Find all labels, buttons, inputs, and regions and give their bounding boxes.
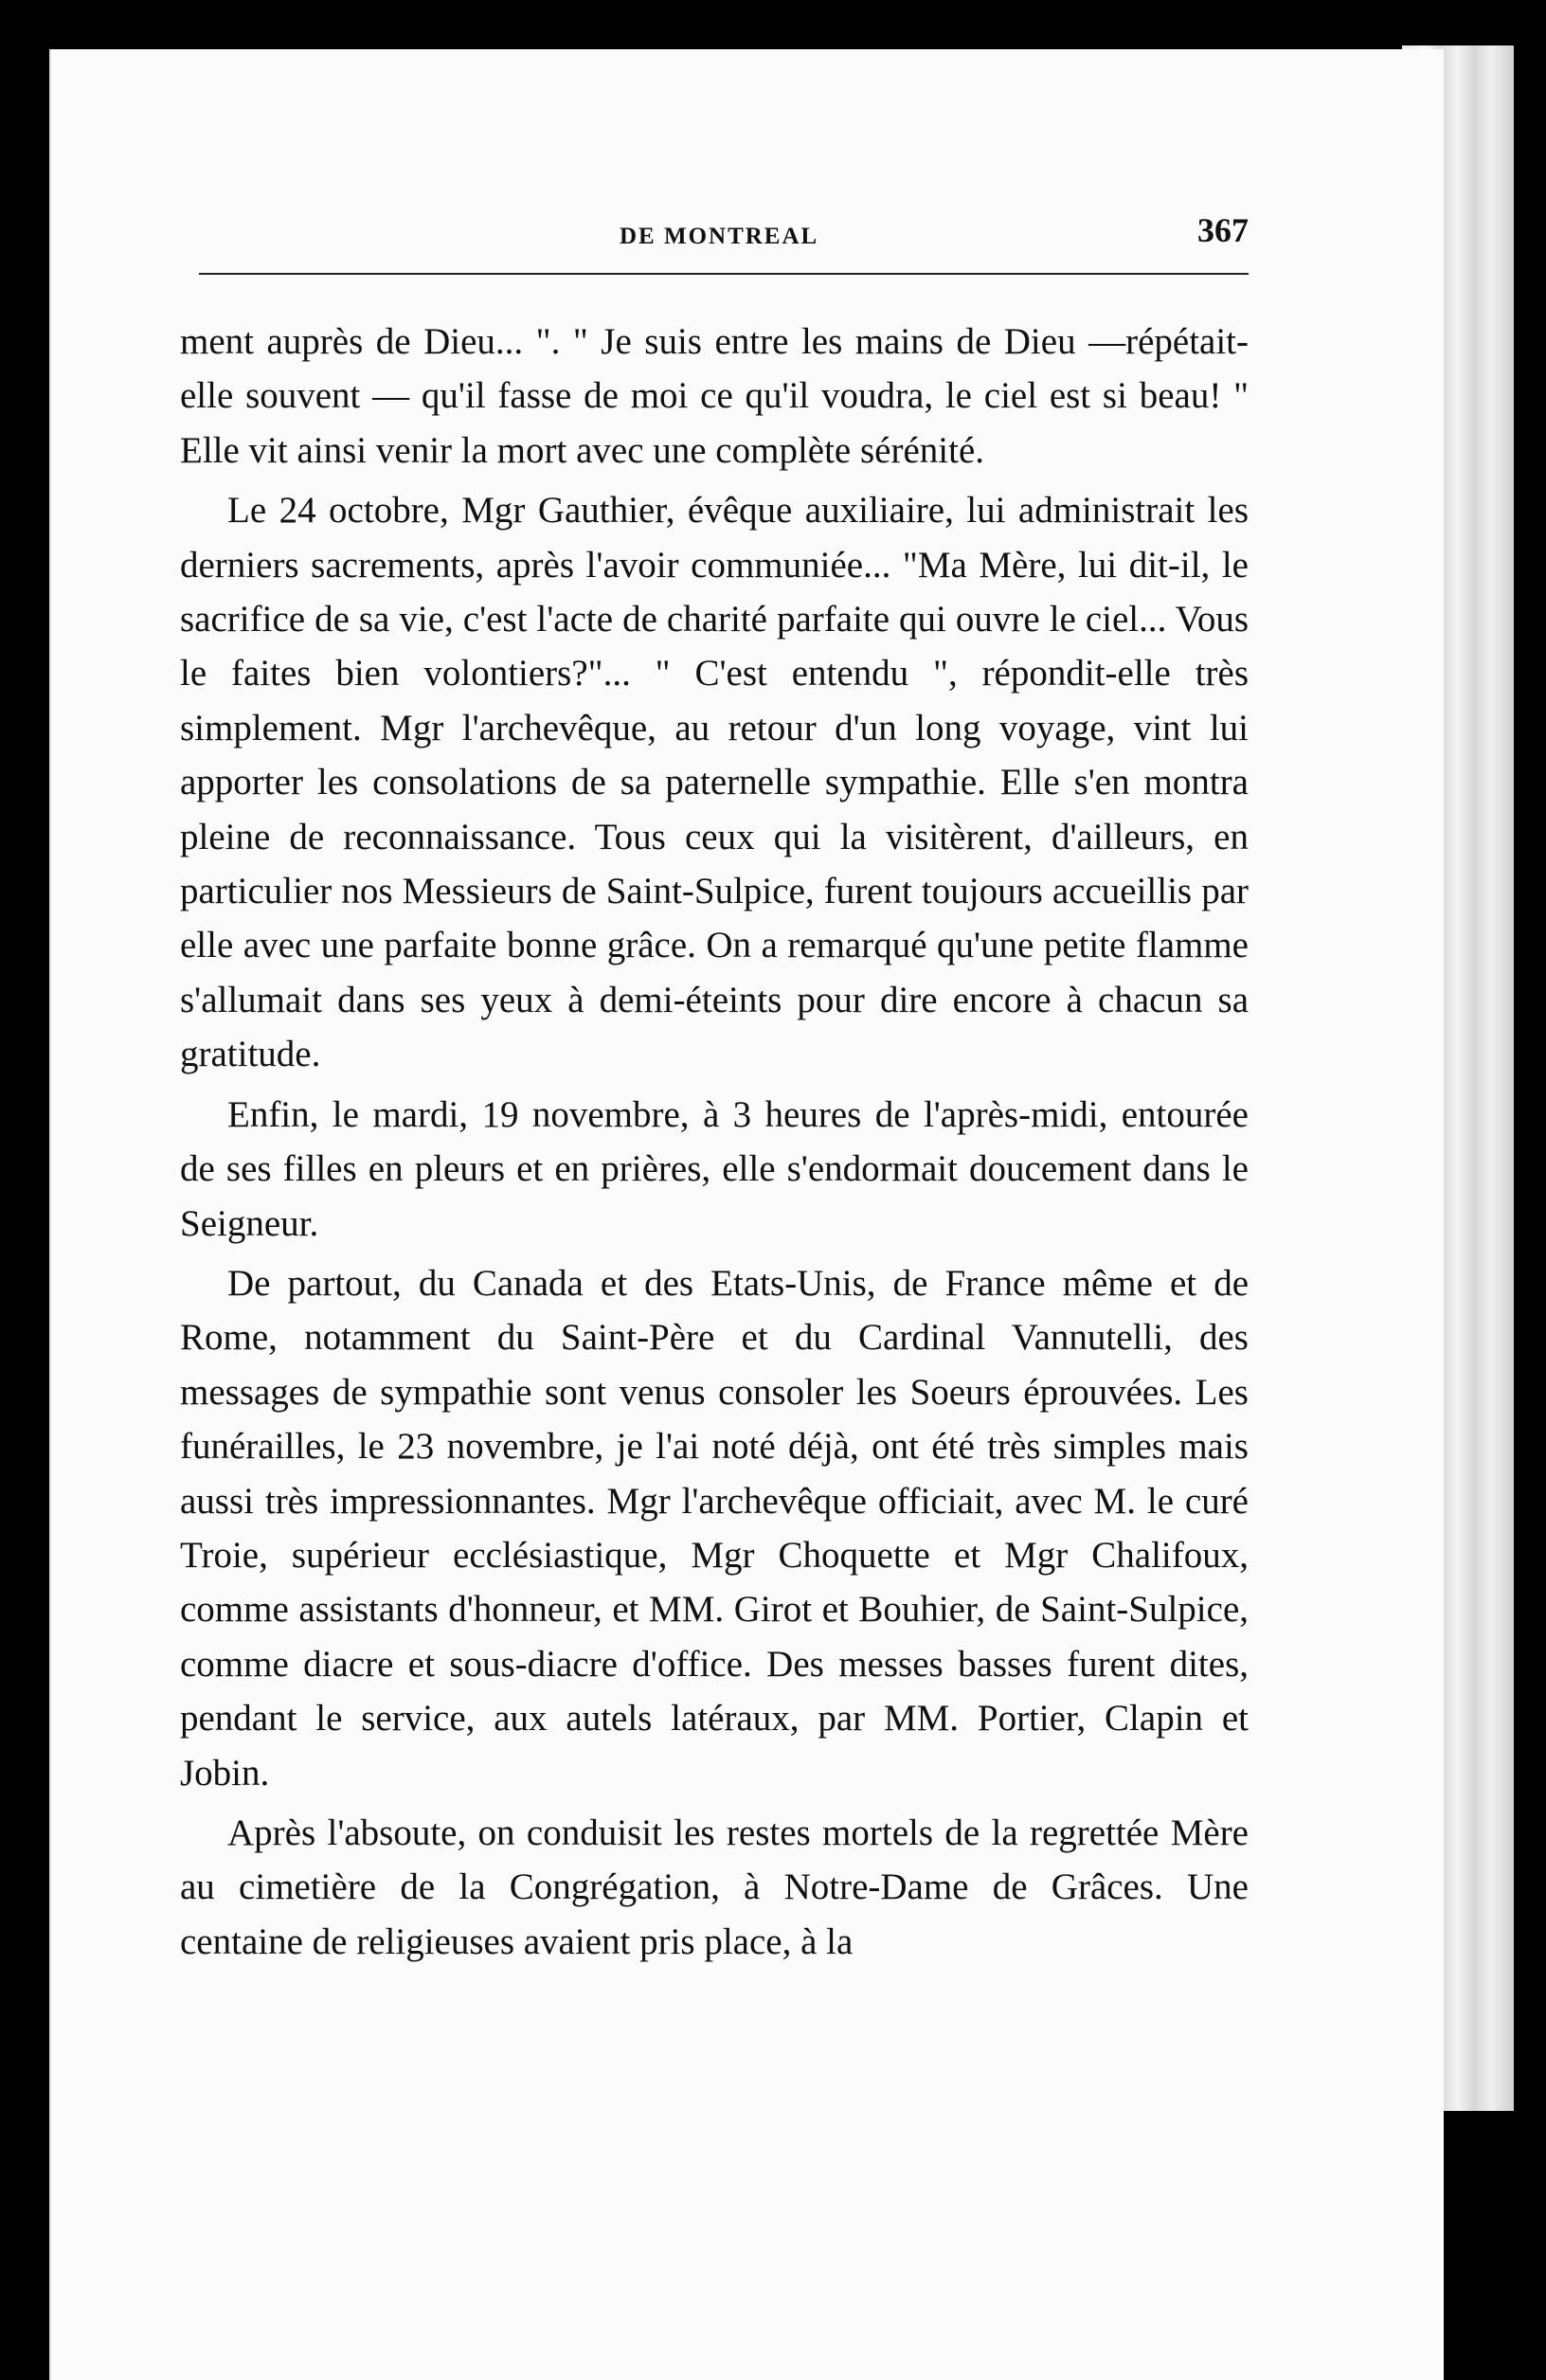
page-number: 367 — [1197, 211, 1249, 249]
page-header — [199, 211, 1249, 273]
body-text — [180, 315, 1249, 1969]
paragraph: De partout, du Canada et des Etats-Unis, de France même et de Rome, notamment du Saint-Père et du Cardinal Vannutelli, des messages de sympathie sont venus consoler les Soeurs éprouvées. Les funérailles, le 23 novembre, je l'ai noté déjà, ont été très simples mais aussi très impressionnantes. Mgr l'archevêque officiait, avec M. le curé Troie, supérieur ecclésiastique, Mgr Choquette et Mgr Chalifoux, comme assistants d'honneur, et MM. Girot et Bouhier, de Saint-Sulpice, comme diacre et sous-diacre d'office. Des messes basses furent dites, pendant le service, aux autels latéraux, par MM. Portier, Clapin et Jobin. — [180, 1262, 1249, 1794]
paragraph: ment auprès de Dieu... ". " Je suis entre les mains de Dieu —répétait-elle souvent — qu'il fasse de moi ce qu'il voudra, le ciel est si beau! " Elle vit ainsi venir la mort avec une complète sérénité. — [180, 321, 1249, 471]
paragraph: Enfin, le mardi, 19 novembre, à 3 heures de l'après-midi, entourée de ses filles en pleurs et en prières, elle s'endormait doucement dans le Seigneur. — [180, 1093, 1249, 1244]
header-rule — [199, 273, 1249, 275]
paragraph: Le 24 octobre, Mgr Gauthier, évêque auxiliaire, lui administrait les derniers sacrements, après l'avoir communiée... "Ma Mère, lui dit-il, le sacrifice de sa vie, c'est l'acte de charité parfaite qui ouvre le ciel... Vous le faites bien volontiers?"... " C'est entendu ", répondit-elle très simplement. Mgr l'archevêque, au retour d'un long voyage, vint lui apporter les consolations de sa paternelle sympathie. Elle s'en montra pleine de reconnaissance. Tous ceux qui la visitèrent, d'ailleurs, en particulier nos Messieurs de Saint-Sulpice, furent toujours accueillis par elle avec une parfaite bonne grâce. On a remarqué qu'une petite flamme s'allumait dans ses yeux à demi-éteints pour dire encore à chacun sa gratitude. — [180, 490, 1249, 1075]
running-head: DE MONTREAL — [620, 224, 819, 249]
paragraph: Après l'absoute, on conduisit les restes mortels de la regrettée Mère au cimetière de la Congrégation, à Notre-Dame de Grâces. Une centaine de religieuses avaient pris place, à la — [180, 1812, 1249, 1962]
